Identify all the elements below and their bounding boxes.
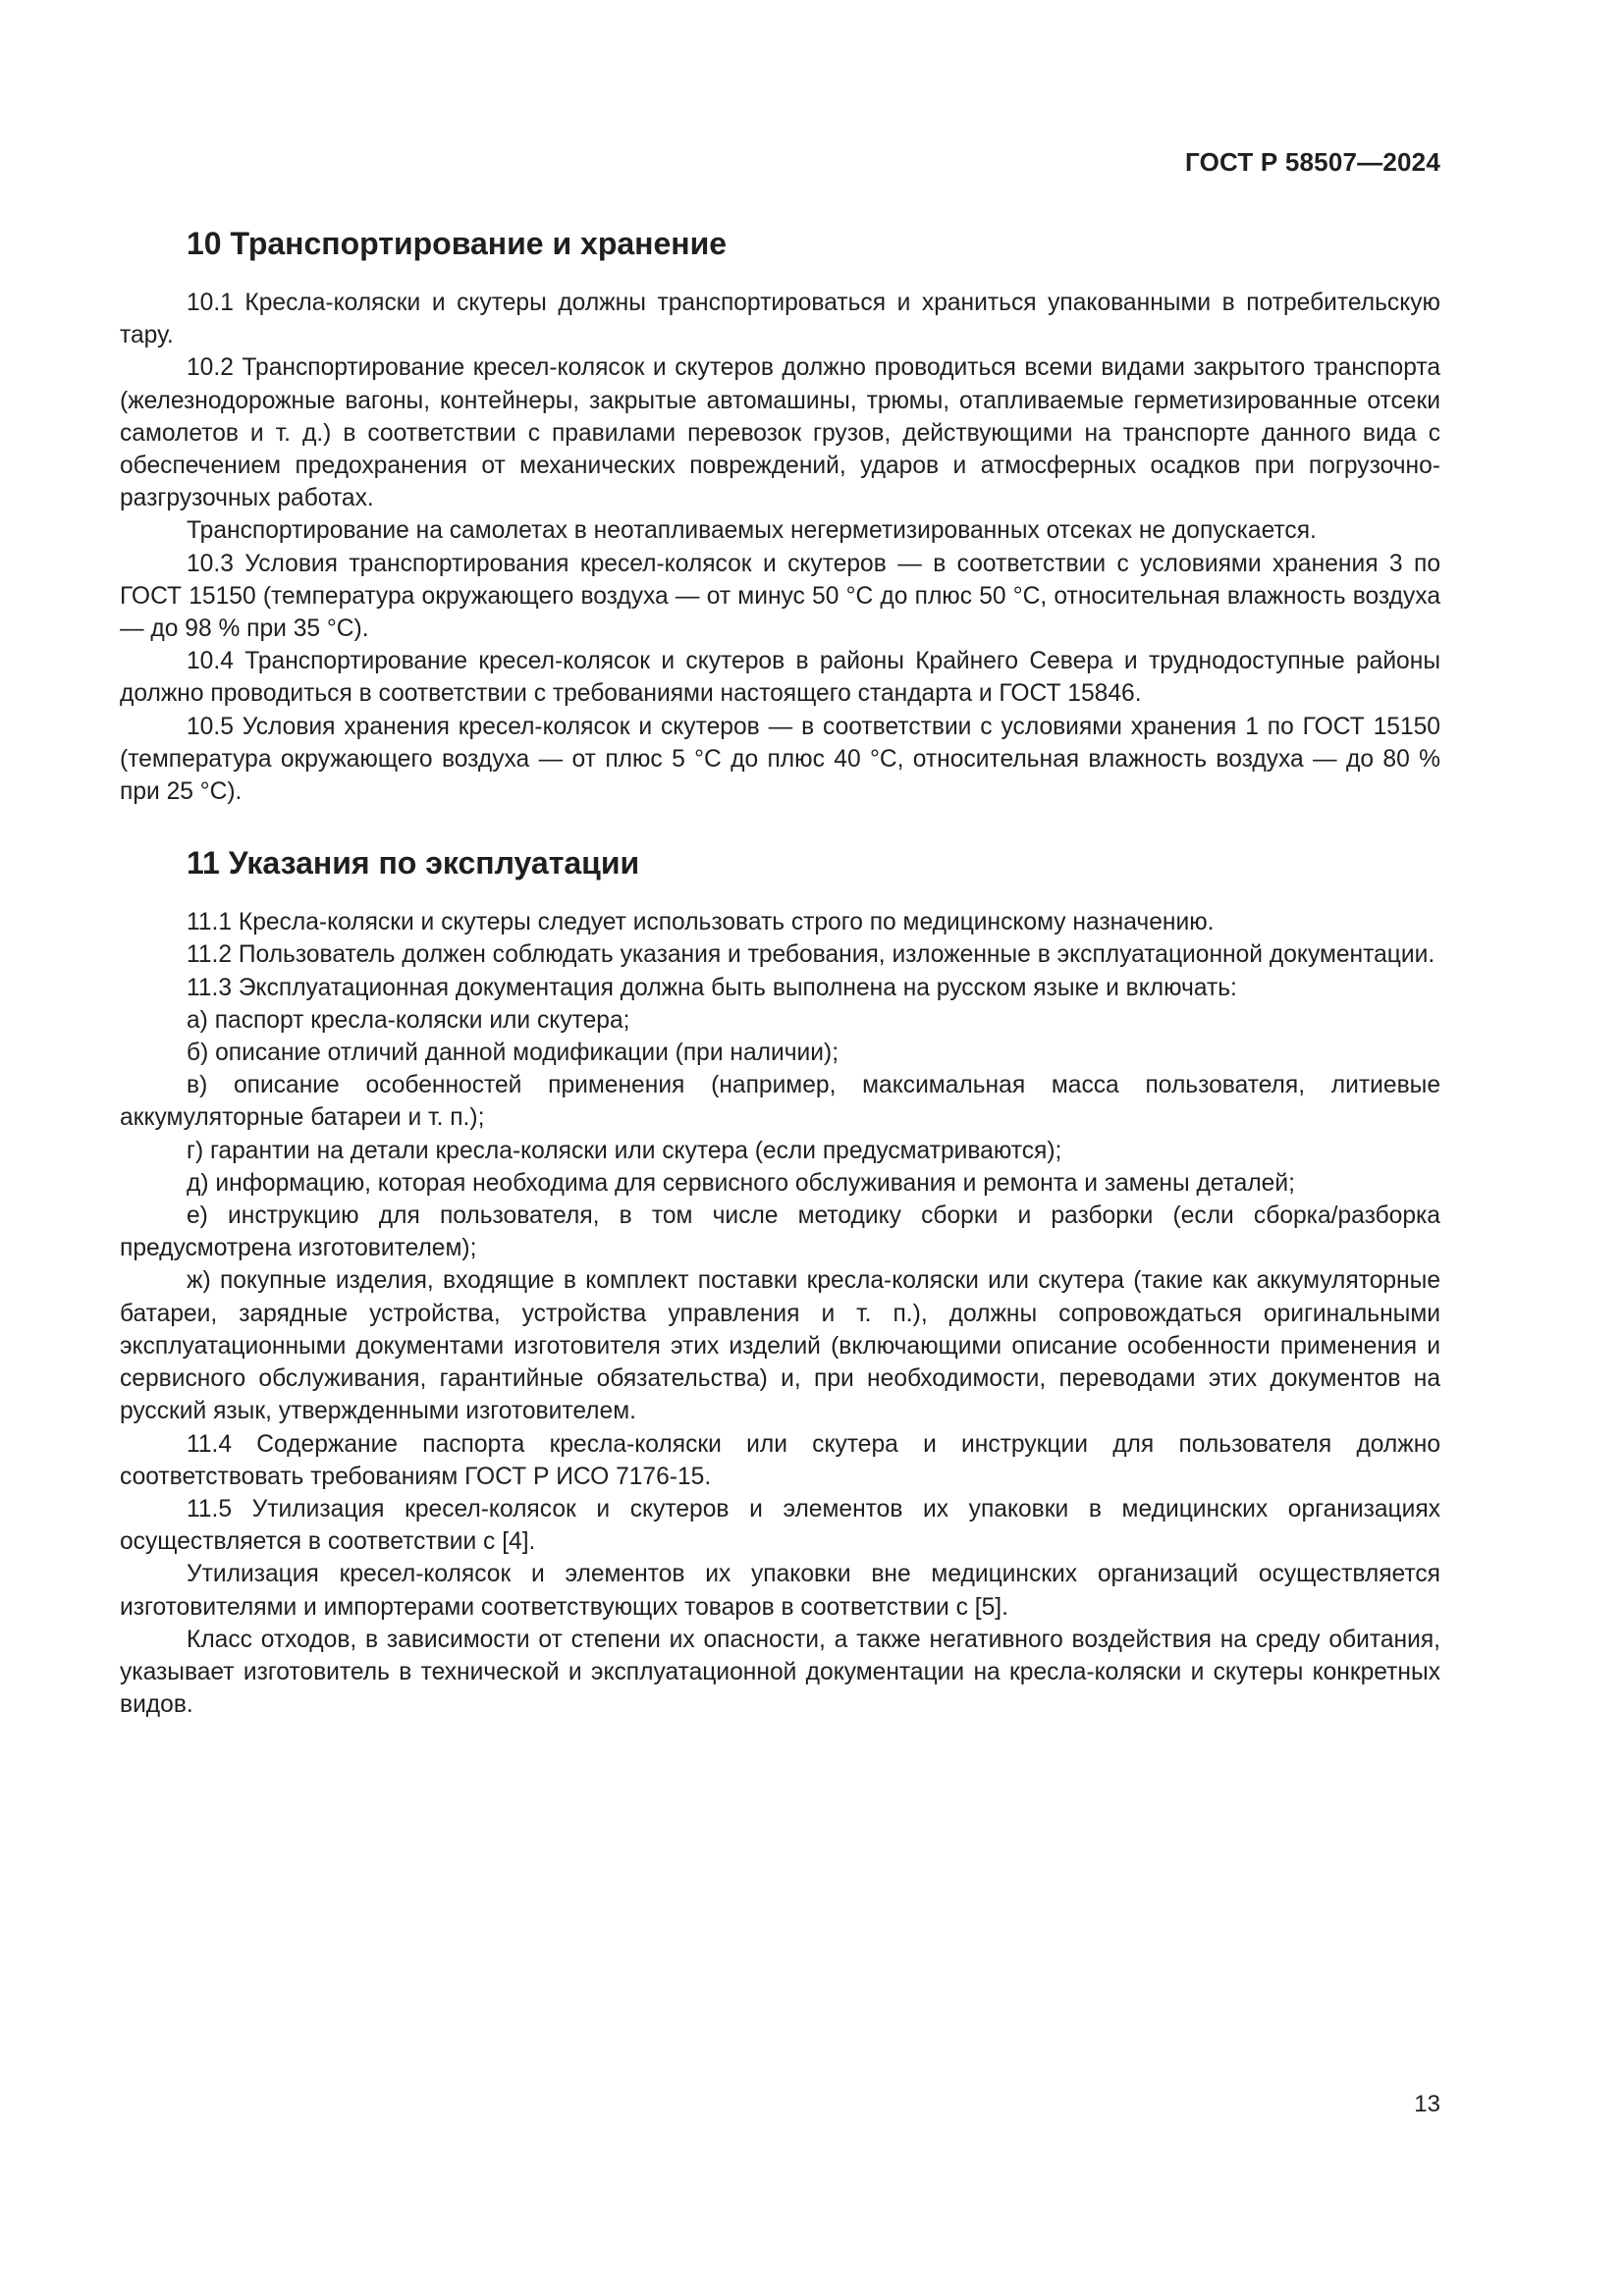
list-item-g: г) гарантии на детали кресла-коляски или скутера (если предусматриваются); xyxy=(187,1137,1062,1164)
list-item-zh: ж) покупные изделия, входящие в комплект поставки кресла-коляски или скутера (такие как аккумуляторные батареи, зарядные устройства, устройства управления и т. п.), должны сопровождаться оригинальными эксплуатационными документами изготовителя этих изделий (включающими описание особенности применения и сервисного обслуживания, гарантийные обязательства) и, при необходимости, переводами этих документов на русский язык, утвержденными изготовителем. xyxy=(120,1267,1440,1425)
paragraph-10-2-note: Транспортирование на самолетах в неотапливаемых негерметизированных отсеках не допускается. xyxy=(187,517,1317,545)
list-item-d: д) информацию, которая необходима для сервисного обслуживания и ремонта и замены деталей; xyxy=(187,1169,1295,1197)
page-number: 13 xyxy=(1414,2091,1440,2117)
paragraph-10-5: 10.5 Условия хранения кресел-колясок и скутеров — в соответствии с условиями хранения 1 по ГОСТ 15150 (температура окружающего воздуха — от плюс 5 °С до плюс 40 °С, относительная влажность воздуха — до 80 % при 25 °С). xyxy=(120,713,1440,806)
section-title: 10 Транспортирование и хранение xyxy=(187,226,728,261)
paragraph-11-5-waste-class: Класс отходов, в зависимости от степени их опасности, а также негативного воздействия на среду обитания, указывает изготовитель в технической и эксплуатационной документации на кресла-коляски и скутеры конкретных видов. xyxy=(120,1626,1440,1719)
paragraph-10-3: 10.3 Условия транспортирования кресел-колясок и скутеров — в соответствии с условиями хранения 3 по ГОСТ 15150 (температура окружающего воздуха — от минус 50 °С до плюс 50 °С, относительная влажность воздуха — до 98 % при 35 °С). xyxy=(120,550,1440,643)
paragraph-11-2: 11.2 Пользователь должен соблюдать указания и требования, изложенные в эксплуатационной документации. xyxy=(187,941,1435,969)
paragraph-11-3: 11.3 Эксплуатационная документация должна быть выполнена на русском языке и включать: xyxy=(187,974,1237,1001)
section-operation-instructions xyxy=(120,843,1440,1721)
paragraph-10-4: 10.4 Транспортирование кресел-колясок и скутеров в районы Крайнего Севера и труднодоступные районы должно проводиться в соответствии с требованиями настоящего стандарта и ГОСТ 15846. xyxy=(120,648,1440,708)
paragraph-11-4: 11.4 Содержание паспорта кресла-коляски или скутера и инструкции для пользователя должно соответствовать требованиям ГОСТ Р ИСО 7176-15. xyxy=(120,1430,1440,1490)
section-transport-storage xyxy=(120,224,1440,808)
document-code: ГОСТ Р 58507—2024 xyxy=(1185,147,1440,177)
list-item-v: в) описание особенностей применения (например, максимальная масса пользователя, литиевые аккумуляторные батареи и т. п.); xyxy=(120,1072,1440,1132)
section-title: 11 Указания по эксплуатации xyxy=(187,845,640,881)
paragraph-11-5: 11.5 Утилизация кресел-колясок и скутеров и элементов их упаковки в медицинских организациях осуществляется в соответствии с [4]. xyxy=(120,1495,1440,1556)
document-body xyxy=(120,224,1440,1721)
list-item-a: а) паспорт кресла-коляски или скутера; xyxy=(187,1006,630,1034)
paragraph-11-5-disposal: Утилизация кресел-колясок и элементов их упаковки вне медицинских организаций осуществляется изготовителями и импортерами соответствующих товаров в соответствии с [5]. xyxy=(120,1561,1440,1621)
list-item-b: б) описание отличий данной модификации (при наличии); xyxy=(187,1040,839,1067)
paragraph-10-1: 10.1 Кресла-коляски и скутеры должны транспортироваться и храниться упакованными в потребительскую тару. xyxy=(120,290,1440,349)
list-item-e: е) инструкцию для пользователя, в том числе методику сборки и разборки (если сборка/разборка предусмотрена изготовителем); xyxy=(120,1202,1440,1262)
paragraph-10-2: 10.2 Транспортирование кресел-колясок и скутеров должно проводиться всеми видами закрытого транспорта (железнодорожные вагоны, контейнеры, закрытые автомашины, трюмы, отапливаемые герметизированные отсеки самолетов и т. д.) в соответствии с правилами перевозок грузов, действующими на транспорте данного вида с обеспечением предохранения от механических повреждений, ударов и атмосферных осадков при погрузочно-разгрузочных работах. xyxy=(120,354,1440,512)
paragraph-11-1: 11.1 Кресла-коляски и скутеры следует использовать строго по медицинскому назначению. xyxy=(187,909,1215,936)
